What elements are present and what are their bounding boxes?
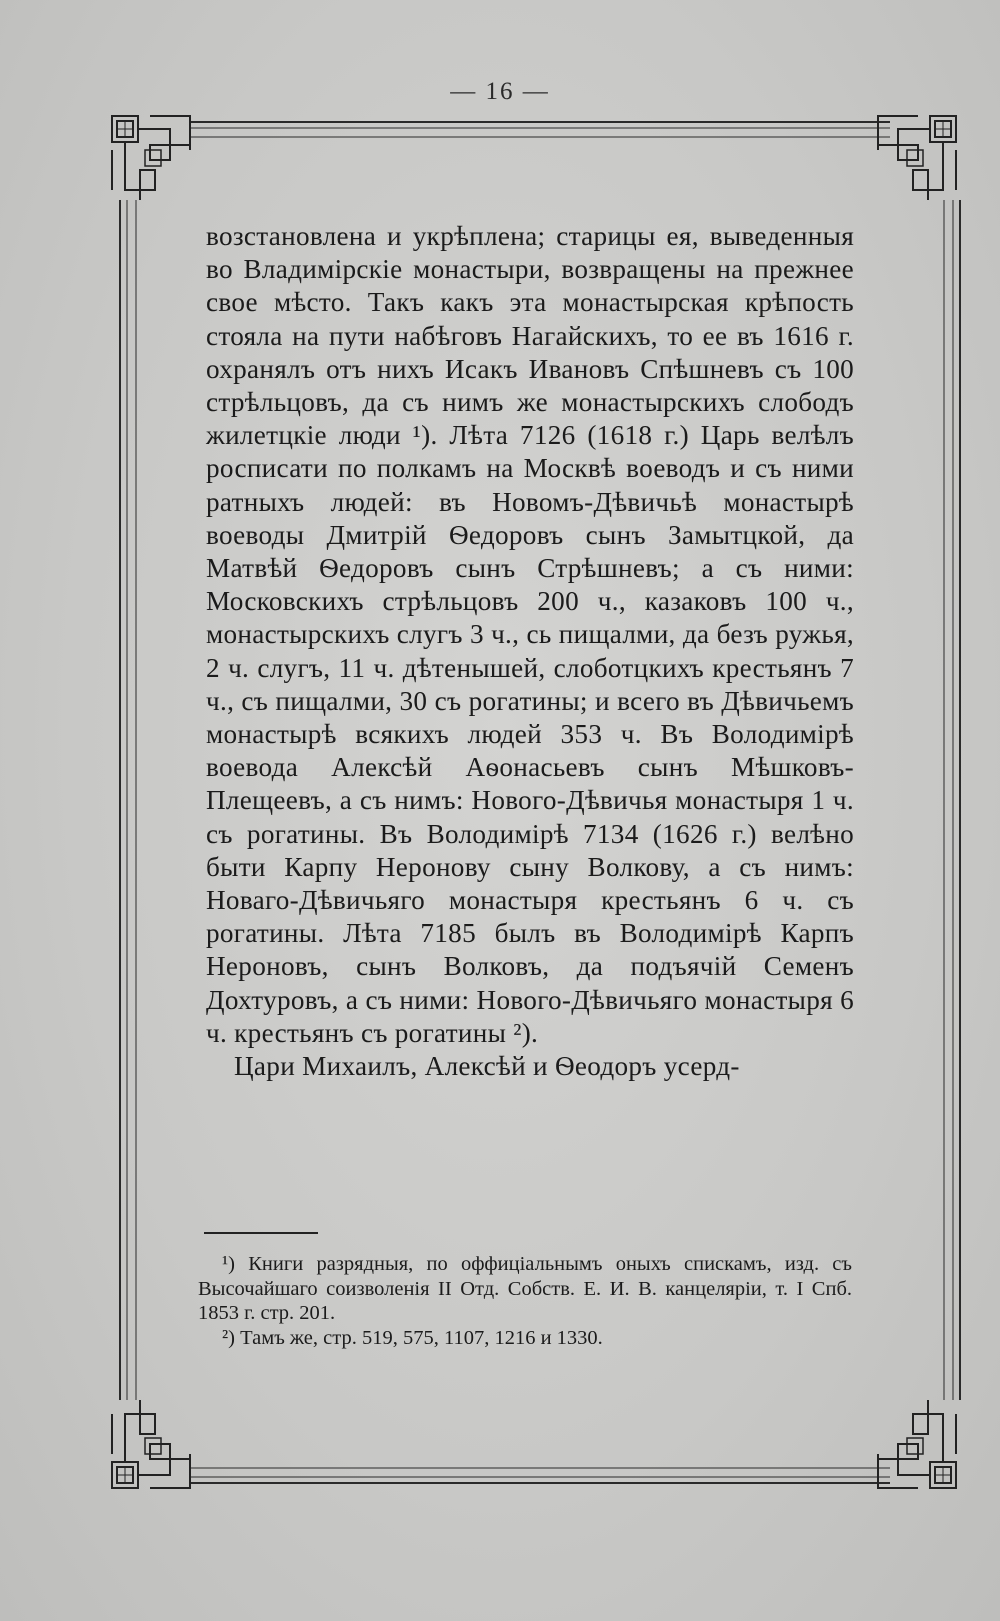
- footnote: [198, 1326, 852, 1351]
- corner-ornament-bottom-right: [878, 1400, 956, 1488]
- corner-ornament-top-left: [112, 116, 190, 200]
- corner-ornament-bottom-left: [112, 1400, 190, 1488]
- footnote-text: Тамъ же, стр. 519, 575, 1107, 1216 и 1330.: [240, 1326, 603, 1349]
- footnote-marker: ¹): [222, 1253, 235, 1275]
- footnote-text: Книги разрядныя, по оффиціальнымъ оныхъ спискамъ, изд. съ Высочайшаго соизволенія II Отд. Собств. Е. И. В. канцеляріи, т. I Спб. 1853 г. стр. 201.: [198, 1253, 852, 1324]
- main-text: [206, 220, 854, 1083]
- footnote: [198, 1252, 852, 1326]
- corner-ornament-top-right: [878, 116, 956, 200]
- paragraph: возстановлена и укрѣплена; старицы ея, выведенныя во Владимірскіе монастыри, возвращены на прежнее свое мѣсто. Такъ какъ эта монастырская крѣпость стояла на пути набѣговъ Нагайскихъ, то ее въ 1616 г. охранялъ отъ нихъ Исакъ Ивановъ Спѣшневъ съ 100 стрѣльцовъ, да съ нимъ же монастырскихъ слободъ жилетцкіе люди ¹). Лѣта 7126 (1618 г.) Царь велѣлъ росписати по полкамъ на Москвѣ воеводъ и съ ними ратныхъ людей: въ Новомъ-Дѣвичьѣ монастырѣ воеводы Дмитрій Ѳедоровъ сынъ Замытцкой, да Матвѣй Ѳедоровъ сынъ Стрѣшневъ; а съ ними: Московскихъ стрѣльцовъ 200 ч., казаковъ 100 ч., монастырскихъ слугъ 3 ч., сь пищалми, да безъ ружья, 2 ч. слугъ, 11 ч. дѣтенышей, слоботцкихъ крестьянъ 7 ч., съ пищалми, 30 съ рогатины; и всего въ Дѣвичьемъ монастырѣ всякихъ людей 353 ч. Въ Володимірѣ воевода Алексѣй Аѳонасьевъ сынъ Мѣшковъ-Плещеевъ, а съ нимъ: Нового-Дѣвичья монастыря 1 ч. съ рогатины. Въ Володимірѣ 7134 (1626 г.) велѣно быти Карпу Неронову сыну Волкову, а съ нимъ: Новаго-Дѣвичьяго монастыря крестьянъ 6 ч. съ рогатины. Лѣта 7185 былъ въ Володимірѣ Карпъ Нероновъ, сынъ Волковъ, да подъячій Семенъ Дохтуровъ, а съ ними: Нового-Дѣвичьяго монастыря 6 ч. крестьянъ съ рогатины ²).: [206, 221, 854, 1048]
- page-number: — 16 —: [450, 78, 550, 105]
- paragraph: Цари Михаилъ, Алексѣй и Ѳеодоръ усерд-: [234, 1051, 740, 1082]
- footnote-marker: ²): [222, 1326, 235, 1349]
- footnote-separator: [204, 1232, 318, 1234]
- footnotes: [198, 1252, 852, 1350]
